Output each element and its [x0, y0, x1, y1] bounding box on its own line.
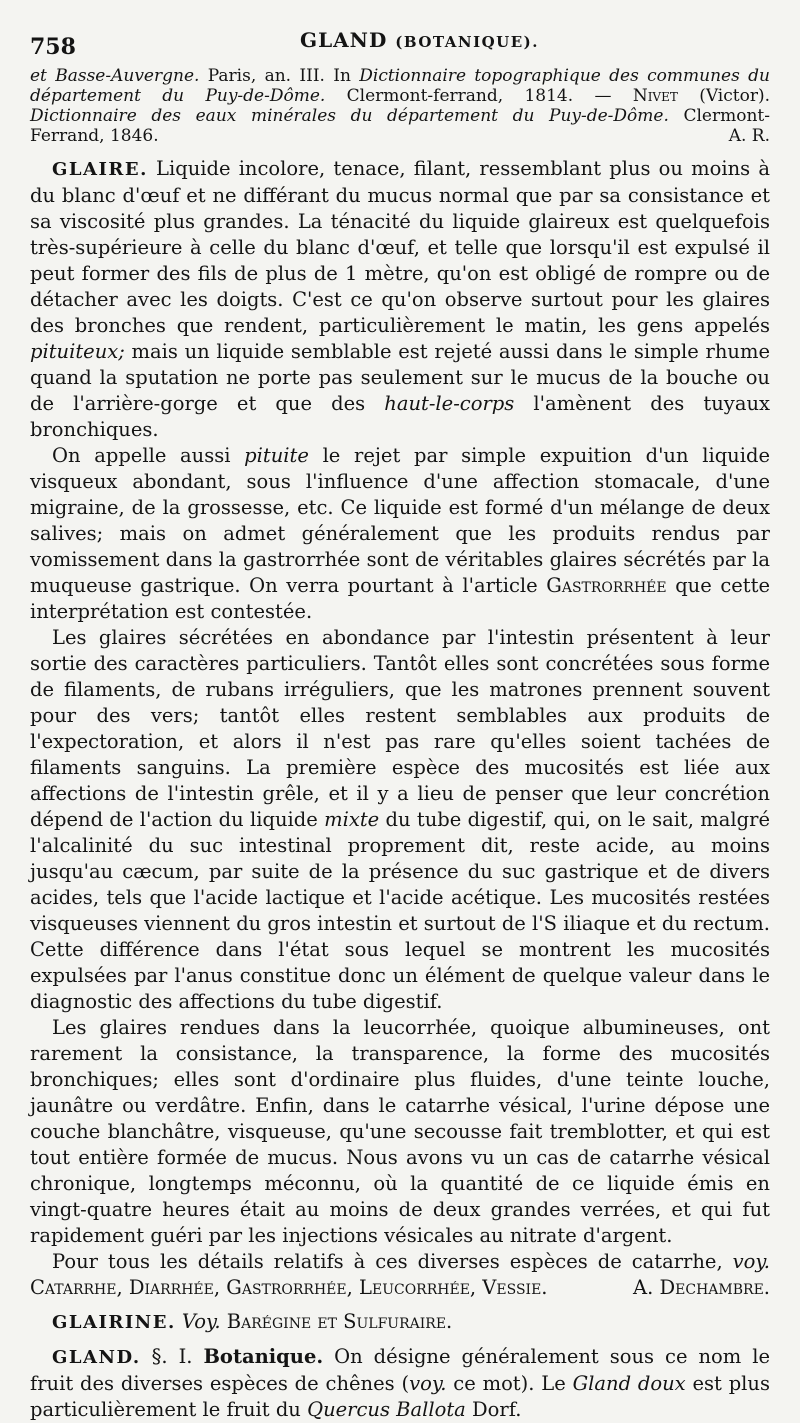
entry-separator-2 — [30, 1336, 770, 1344]
glaire-p2-text-b: le rejet par simple expuition d'un liquide visqueux abondant, sous l'influence d'une affection stomacale, d'une migraine, de la grossesse, etc. Ce liquide est formé d'un mélange de deux salives; mais on admet généralement que les produits rendus par vomissement dans la gastrorrhée sont de véritables glaires sécrétés par la muqueuse gastrique. On verra pourtant à l'article — [30, 444, 771, 597]
bibliography-continuation — [30, 66, 770, 146]
intro-author: Nivet — [632, 86, 678, 106]
intro-text-8: Clermont-Ferrand, 1846. — [30, 106, 771, 146]
running-head-section: (BOTANIQUE). — [395, 33, 539, 51]
glaire-p2-crossref: Gastrorrhée — [546, 574, 667, 597]
entry-separator — [30, 1301, 770, 1309]
running-head-main: GLAND — [300, 28, 388, 52]
glaire-paragraph-5 — [30, 1249, 770, 1301]
glaire-paragraph-3 — [30, 625, 770, 1015]
glaire-paragraph-1 — [30, 156, 770, 443]
glairine-crossrefs: Barégine et Sulfuraire. — [220, 1310, 453, 1333]
glaire-p2-text-a: On appelle aussi — [52, 444, 245, 467]
glaire-paragraph-4: Les glaires rendues dans la leucorrhée, quoique albumineuses, ont rarement la consistance, la transparence, la forme des mucosités bronchiques; elles sont d'ordinaire plus fluides, d'une teinte louche, jaunâtre ou verdâtre. Enfin, dans le catarrhe vésical, l'urine dépose une couche blanchâtre, visqueuse, qu'une secousse fait tremblotter, et qui est tout entière formée de mucus. Nous avons vu un cas de catarrhe vésical chronique, longtemps méconnu, où la quantité de ce liquide émis en vingt-quatre heures était au moins de deux grandes verrées, et qui fut rapidement guéri par les injections vésicales au nitrate d'argent. — [30, 1016, 770, 1247]
glaire-p2-em: pituite — [244, 444, 309, 467]
page-number: 758 — [30, 34, 76, 60]
glaire-p5-text-a: Pour tous les détails relatifs à ces diverses espèces de catarrhe, — [52, 1250, 733, 1273]
glaire-paragraph-2 — [30, 443, 770, 625]
glaire-p1-em-1: pituiteux; — [30, 340, 125, 363]
glaire-signature: A. Dechambre. — [633, 1276, 770, 1299]
glaire-p1-text-c: l'amènent des tuyaux bronchiques. — [30, 392, 771, 441]
page-header — [30, 28, 770, 60]
intro-text-7: Dictionnaire des eaux minérales du département du Puy-de-Dôme. — [30, 106, 669, 126]
intro-text-4: Clermont-ferrand, 1814. — — [325, 86, 633, 106]
intro-text-3: Dictionnaire topographique des communes du département du Puy-de-Dôme. — [30, 66, 770, 106]
article-glaire — [30, 156, 770, 1423]
glaire-p3-text-b: du tube digestif, qui, on le sait, malgré l'alcalinité du suc intestinal proprement dit, reste acide, au moins jusqu'au cæcum, par suite de la présence du suc gastrique et de divers acides, tels que l'acide lactique et l'acide acétique. Les mucosités restées visqueuses viennent du gros intestin et surtout de l'S iliaque et du rectum. Cette différence dans l'état sous lequel se montrent les mucosités expulsées par l'anus constitue donc un élément de quelque valeur dans le diagnostic des affections du tube digestif. — [30, 808, 771, 1013]
intro-text-1: et Basse-Auvergne. — [30, 66, 200, 86]
glaire-p5-crossrefs: Catarrhe, Diarrhée, Gastrorrhée, Leucorrhée, Vessie. — [30, 1276, 548, 1299]
glaire-p3-text-a: Les glaires sécrétées en abondance par l'intestin présentent à leur sortie des caractères particuliers. Tantôt elles sont concrétées sous forme de filaments, de rubans irréguliers, que les matrones prennent souvent pour des vers; tantôt elles restent semblables aux produits de l'expectoration, et alors il n'est pas rare qu'elles soient tachées de filaments sanguins. La première espèce des mucosités est liée aux affections de l'intestin grêle, et il y a lieu de penser que leur concrétion dépend de l'action du liquide — [30, 626, 770, 831]
running-head — [300, 28, 539, 52]
entry-gland — [30, 1344, 770, 1423]
headword-glaire: GLAIRE. — [52, 159, 148, 180]
gland-section-title: Botanique. — [203, 1345, 324, 1368]
glaire-p2-text-c: que cette interprétation est contestée. — [30, 574, 771, 623]
headword-gland: GLAND. — [52, 1347, 141, 1368]
gland-text-b: ce mot). Le — [446, 1372, 573, 1395]
document-page — [30, 28, 770, 1423]
gland-text-d: Dorf. — [465, 1398, 522, 1421]
gland-em-3: Quercus Ballota — [307, 1398, 466, 1421]
intro-text-6: (Victor). — [677, 86, 770, 106]
gland-em-2: Gland doux — [572, 1372, 686, 1395]
glaire-p1-em-2: haut-le-corps — [384, 392, 515, 415]
headword-glairine: GLAIRINE. — [52, 1312, 176, 1333]
glaire-p1-text-b: mais un liquide semblable est rejeté aussi dans le simple rhume quand la sputation ne porte pas seulement sur le mucus de la bouche ou de l'arrière-gorge et que des — [30, 340, 770, 415]
gland-em-1: voy. — [409, 1372, 447, 1395]
glaire-p1-text-a: Liquide incolore, tenace, filant, ressemblant plus ou moins à du blanc d'œuf et ne différant du mucus normal que par sa consistance et sa viscosité plus grandes. La ténacité du liquide glaireux est quelquefois très-supérieure à celle du blanc d'œuf, et telle que lorsqu'il est expulsé il peut former des fils de plus de 1 mètre, qu'on est obligé de rompre ou de détacher avec les doigts. C'est ce qu'on observe surtout pour les glaires des bronches que rendent, particulièrement le matin, les gens appelés — [30, 157, 770, 337]
gland-text-a: On désigne généralement sous ce nom le fruit des diverses espèces de chênes ( — [30, 1345, 770, 1395]
gland-text-c: est plus particulièrement le fruit du — [30, 1372, 770, 1421]
gland-section-number: §. I. — [140, 1345, 204, 1368]
glaire-p3-em: mixte — [324, 808, 380, 831]
intro-text-2: Paris, an. III. In — [199, 66, 360, 86]
entry-glairine — [30, 1309, 770, 1336]
glairine-voy: Voy. — [175, 1310, 221, 1333]
glaire-p5-em: voy. — [732, 1250, 770, 1273]
intro-signature: A. R. — [728, 126, 770, 146]
